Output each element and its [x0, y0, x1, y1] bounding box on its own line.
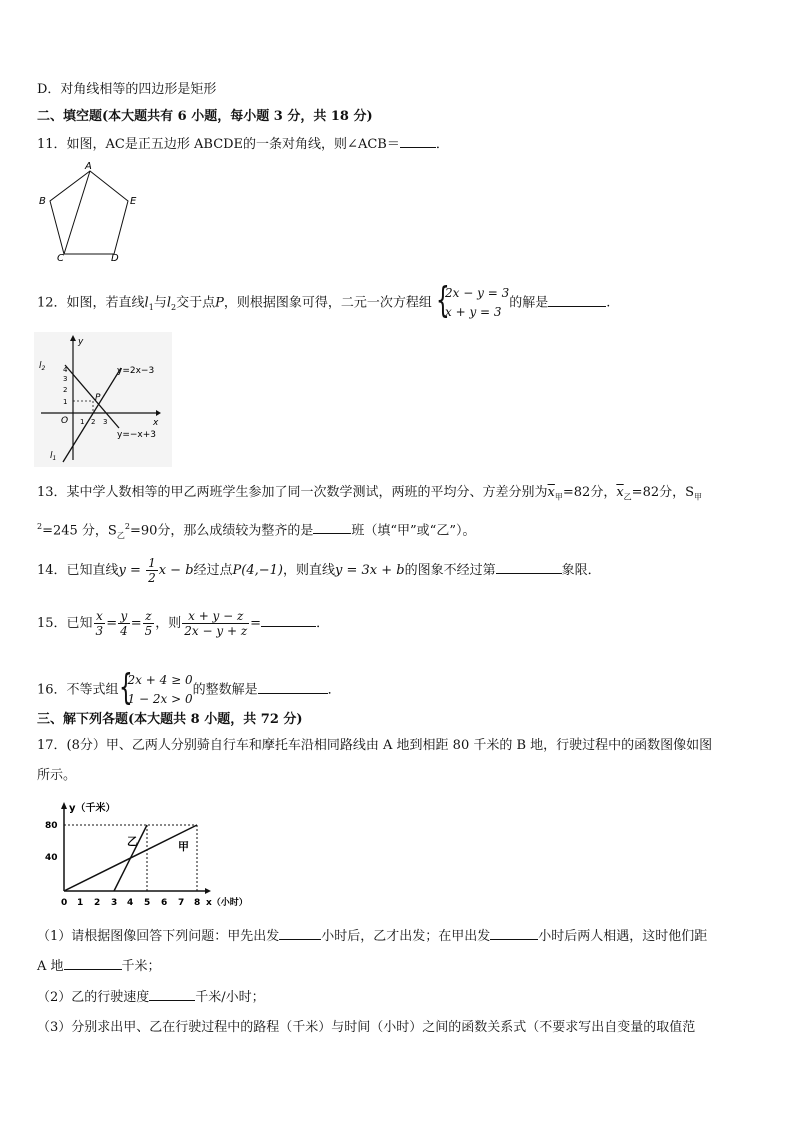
q17-1-blank-1[interactable]	[279, 927, 321, 940]
q15-frac-x3: $\frac{x}{3}$	[95, 609, 104, 638]
q11-answer-blank[interactable]	[400, 135, 436, 148]
q13-answer-blank[interactable]	[313, 521, 351, 534]
q12-with: 与	[153, 295, 167, 311]
q16-text-b: 的整数解是	[192, 682, 258, 698]
q13-text-e: =245 分，S	[42, 523, 117, 539]
question-13	[37, 484, 702, 507]
q12-l2: l	[166, 295, 171, 311]
x-tick-1: 1	[77, 898, 84, 908]
q14-text-e: 的图象不经过第	[404, 563, 496, 578]
x-axis-arrow	[205, 888, 211, 894]
q14-text-b: x − b	[158, 563, 194, 578]
pentagon-figure	[34, 160, 144, 262]
q17-part-3: （3）分别求出甲、乙在行驶过程中的路程（千米）与时间（小时）之间的函数关系式（不要求写出自变量的取值范	[37, 1020, 696, 1035]
q17-1-text-c: 小时后两人相遇，这时他们距	[538, 929, 708, 944]
q14-text-f: 象限．	[561, 563, 601, 578]
label-d: D	[111, 253, 119, 262]
y-tick-40: 40	[45, 853, 58, 863]
question-17: 17．(8分）甲、乙两人分别骑自行车和摩托车沿相同路线由 A 地到相距 80 千米的 B 地，行驶过程中的函数图像如图	[37, 738, 713, 753]
q15-answer-blank[interactable]	[261, 614, 316, 627]
origin-label: O	[61, 416, 69, 426]
x-axis-label: x（小时）	[206, 898, 248, 908]
q14-fraction: $\frac{1}{2}$	[148, 556, 156, 585]
q14-text-a: 14．已知直线	[37, 563, 119, 578]
x-tick-4: 4	[127, 898, 134, 908]
q14-y: y	[118, 563, 126, 578]
q13-text-a: 13．某中学人数相等的甲乙两班学生参加了同一次数学测试，两班的平均分、方差分别为	[37, 485, 548, 500]
q12-l2-sub: 2	[171, 303, 177, 313]
x-tick-3: 3	[111, 898, 118, 908]
x-ticks	[61, 898, 200, 908]
diagonal-ac	[64, 171, 90, 254]
section-2-title: 二、填空题(本大题共有 6 小题，每小题 3 分，共 18 分)	[37, 109, 373, 124]
q17-1-blank-3[interactable]	[64, 957, 122, 970]
q12-text-a: 12．如图，若直线	[37, 295, 145, 311]
q16-text-a: 16．不等式组	[37, 682, 119, 698]
question-13-cont	[37, 518, 475, 545]
q14-point: P(4,−1)	[232, 563, 284, 578]
question-17-cont: 所示。	[37, 768, 77, 783]
label-a: A	[85, 161, 92, 172]
figure-12-bg	[34, 332, 172, 467]
q12-eq1: 2x − y = 3	[445, 286, 510, 300]
y-axis-label: y（千米）	[69, 803, 116, 814]
q16-eq2: 1 − 2x > 0	[127, 692, 193, 706]
q12-l1-sub: 1	[148, 303, 154, 313]
x-axis-label: x	[153, 418, 159, 428]
q16-inequality-system: { 2x + 4 ≥ 0 1 − 2x > 0	[118, 667, 193, 708]
label-l2: $l_2$	[39, 361, 46, 372]
q12-text-d: 的解是	[509, 295, 549, 311]
y-tick-3: 3	[63, 375, 68, 383]
option-d: D．对角线相等的四边形是矩形	[37, 82, 217, 97]
x-tick-3: 3	[103, 418, 108, 426]
q17-1-text-b: 小时后，乙才出发；在甲出发	[321, 929, 491, 944]
q17-part-1-cont	[37, 957, 161, 976]
q14-text-c: 经过点	[193, 563, 233, 578]
q12-eq2: x + y = 3	[445, 305, 502, 319]
point-p-label: P	[95, 393, 101, 403]
q17-1-text-d: A 地	[37, 959, 64, 974]
figure-17-graph	[38, 798, 278, 913]
q12-text-b: 交于点	[176, 295, 216, 311]
q12-point-p: P	[215, 295, 224, 311]
q15-end: ．	[316, 616, 330, 631]
label-c: C	[57, 253, 64, 262]
q16-end: ．	[327, 682, 341, 698]
q15-text-b: ，则	[155, 616, 182, 631]
figure-12-graph	[34, 332, 172, 467]
x-tick-8: 8	[194, 898, 201, 908]
q17-2-text-a: （2）乙的行驶速度	[37, 990, 150, 1005]
q17-2-blank[interactable]	[149, 988, 195, 1001]
x-tick-5: 5	[144, 898, 151, 908]
q14-text-d: ，则直线	[283, 563, 336, 578]
label-yi: 乙	[127, 835, 138, 848]
q17-1-blank-2[interactable]	[490, 927, 538, 940]
q13-s-jia-sub: 甲	[694, 492, 703, 502]
x-tick-2: 2	[91, 418, 96, 426]
label-jia: 甲	[178, 840, 189, 853]
x-tick-2: 2	[94, 898, 101, 908]
q11-end: ．	[435, 137, 449, 152]
q17-part-1	[37, 927, 707, 946]
y-tick-80: 80	[45, 821, 58, 831]
q13-xbar-yi: $\overline{x}$	[616, 485, 624, 500]
q12-end: .	[606, 295, 611, 311]
q13-text-g: =90分，那么成绩较为整齐的是	[129, 523, 314, 539]
question-12	[37, 280, 611, 322]
label-y-neg-x-3: y=−x+3	[117, 430, 157, 440]
q13-yi-sub: 乙	[623, 492, 632, 502]
q11-text: 11．如图，AC是正五边形 ABCDE的一条对角线，则∠ACB＝	[37, 137, 400, 152]
x-tick-7: 7	[178, 898, 185, 908]
q14-answer-blank[interactable]	[496, 561, 562, 574]
question-11	[37, 135, 449, 154]
q15-frac-y4: $\frac{y}{4}$	[120, 609, 128, 638]
q14-eq: =	[125, 563, 146, 578]
pentagon-shape	[50, 171, 128, 254]
q15-eq: =	[250, 616, 262, 631]
q17-part-2	[37, 988, 265, 1007]
label-l1: $l_1$	[50, 451, 57, 462]
q15-frac-z5: $\frac{z}{5}$	[144, 609, 153, 638]
section-3-title: 三、解下列各题(本大题共 8 小题，共 72 分)	[37, 712, 303, 727]
y-tick-2: 2	[63, 386, 68, 394]
q16-answer-blank[interactable]	[258, 681, 328, 694]
q13-sq2: 2	[124, 522, 130, 531]
q12-text-c: ，则根据图象可得，二元一次方程组	[223, 295, 432, 311]
q17-1-text-a: （1）请根据图像回答下列问题：甲先出发	[37, 929, 280, 944]
label-b: B	[39, 196, 46, 207]
x-tick-1: 1	[80, 418, 85, 426]
label-y-2x-3: y=2x−3	[117, 366, 155, 376]
q17-1-text-e: 千米；	[121, 959, 161, 974]
y-axis-label: y	[78, 337, 84, 347]
y-axis-arrow	[61, 802, 67, 809]
x-tick-0: 0	[61, 898, 68, 908]
q13-text-h: 班（填“甲”或“乙”）。	[351, 523, 476, 539]
q15-text-a: 15．已知	[37, 616, 93, 631]
y-tick-4: 4	[63, 366, 68, 374]
q14-line2: y = 3x + b	[335, 563, 405, 578]
label-e: E	[130, 196, 137, 207]
x-tick-6: 6	[161, 898, 168, 908]
y-tick-1: 1	[63, 398, 68, 406]
q13-text-c: =82分，S	[631, 485, 695, 500]
q13-sq1: 2	[37, 522, 43, 531]
q12-answer-blank[interactable]	[548, 294, 606, 307]
question-15: 15．已知 $\frac{x}{3}$ = $\frac{y}{4}$ = $\frac{z}{5}$ ，则 $\frac{x + y - z}{2x - y + z}$ = ．	[37, 609, 330, 638]
q15-frac-expr: $\frac{x + y - z}{2x - y + z}$	[184, 609, 248, 638]
q17-2-text-b: 千米/小时；	[195, 990, 265, 1005]
question-14	[37, 556, 601, 585]
question-16	[37, 667, 341, 709]
q13-text-b: =82分，	[562, 485, 617, 500]
q12-l1: l	[144, 295, 149, 311]
q13-xbar-jia: $\overline{x}$	[547, 485, 555, 500]
q13-s-yi-sub: 乙	[116, 530, 125, 540]
q13-jia-sub: 甲	[554, 492, 563, 502]
q12-equation-system: { 2x − y = 3 x + y = 3	[436, 280, 510, 321]
q16-eq1: 2x + 4 ≥ 0	[127, 673, 193, 687]
